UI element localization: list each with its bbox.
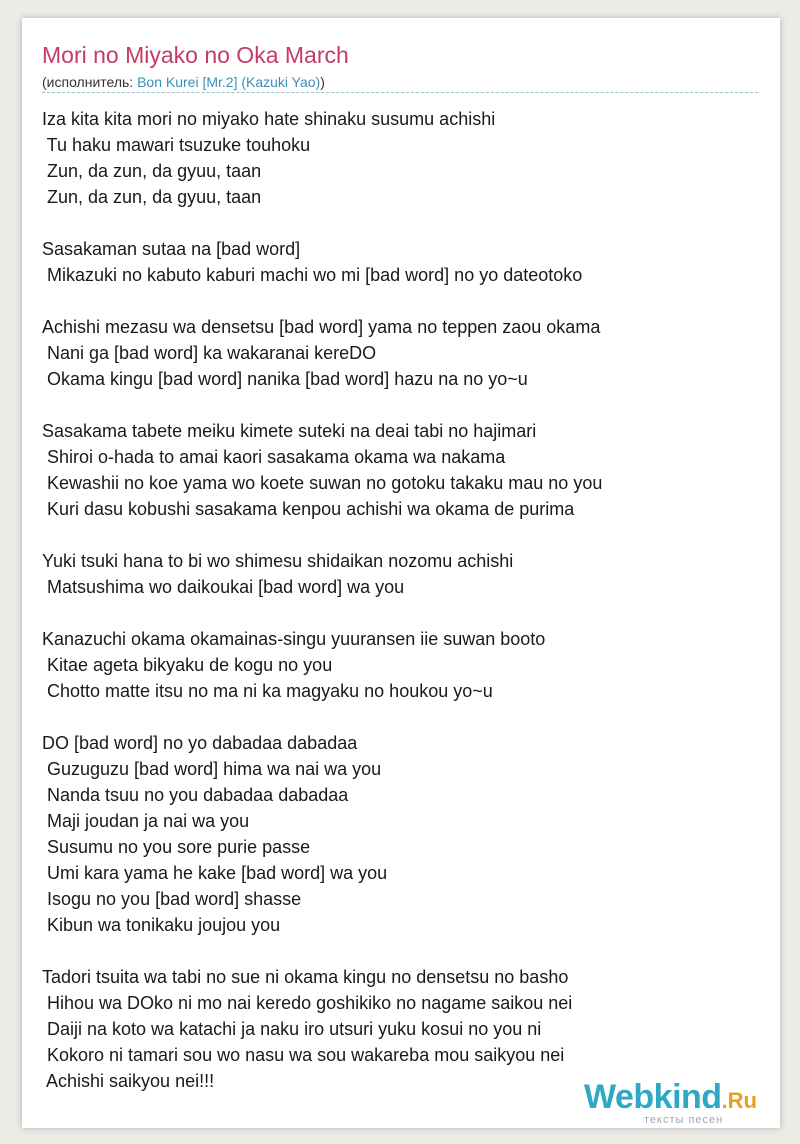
song-title: Mori no Miyako no Oka March bbox=[42, 42, 349, 68]
lyric-line: Okama kingu [bad word] nanika [bad word] hazu na no yo~u bbox=[42, 369, 528, 389]
artist-link[interactable]: Bon Kurei [Mr.2] (Kazuki Yao) bbox=[137, 74, 321, 90]
lyric-line: Iza kita kita mori no miyako hate shinaku susumu achishi bbox=[42, 109, 496, 129]
logo-tagline: тексты песен bbox=[644, 1114, 724, 1126]
lyric-line: Mikazuki no kabuto kaburi machi wo mi [bad word] no yo dateotoko bbox=[42, 265, 583, 285]
lyric-line: Daiji na koto wa katachi ja naku iro utsuri yuku kosui no you ni bbox=[42, 1019, 542, 1039]
lyric-line: Susumu no you sore purie passe bbox=[42, 837, 311, 857]
artist-suffix: ) bbox=[320, 74, 325, 90]
lyric-line: Zun, da zun, da gyuu, taan bbox=[42, 161, 262, 181]
lyric-line: Kokoro ni tamari sou wo nasu wa sou wakareba mou saikyou nei bbox=[42, 1045, 565, 1065]
stanza-gap bbox=[42, 600, 602, 626]
lyric-line: Achishi saikyou nei!!! bbox=[42, 1071, 215, 1091]
stanza-gap bbox=[42, 210, 602, 236]
stanza-gap bbox=[42, 704, 602, 730]
lyric-line: Shiroi o-hada to amai kaori sasakama okama wa nakama bbox=[42, 447, 506, 467]
lyric-line: Sasakama tabete meiku kimete suteki na deai tabi no hajimari bbox=[42, 421, 537, 441]
lyric-line: Guzuguzu [bad word] hima wa nai wa you bbox=[42, 759, 382, 779]
lyric-line: Yuki tsuki hana to bi wo shimesu shidaikan nozomu achishi bbox=[42, 551, 514, 571]
lyric-line: Hihou wa DOko ni mo nai keredo goshikiko no nagame saikou nei bbox=[42, 993, 573, 1013]
site-logo[interactable] bbox=[584, 1078, 774, 1126]
lyric-line: Nanda tsuu no you dabadaa dabadaa bbox=[42, 785, 349, 805]
lyric-line: Kitae ageta bikyaku de kogu no you bbox=[42, 655, 333, 675]
stanza-gap bbox=[42, 288, 602, 314]
lyric-line: Kuri dasu kobushi sasakama kenpou achishi wa okama de purima bbox=[42, 499, 575, 519]
lyric-line: Kewashii no koe yama wo koete suwan no gotoku takaku mau no you bbox=[42, 473, 603, 493]
logo-tld: .Ru bbox=[721, 1088, 757, 1113]
lyric-line: DO [bad word] no yo dabadaa dabadaa bbox=[42, 733, 358, 753]
lyric-line: Umi kara yama he kake [bad word] wa you bbox=[42, 863, 388, 883]
lyric-line: Maji joudan ja nai wa you bbox=[42, 811, 250, 831]
logo-brand: Webkind bbox=[584, 1078, 722, 1116]
lyric-line: Zun, da zun, da gyuu, taan bbox=[42, 187, 262, 207]
lyric-line: Chotto matte itsu no ma ni ka magyaku no houkou yo~u bbox=[42, 681, 493, 701]
stanza-gap bbox=[42, 938, 602, 964]
lyrics-body bbox=[42, 106, 602, 1094]
lyric-line: Tu haku mawari tsuzuke touhoku bbox=[42, 135, 311, 155]
lyric-line: Nani ga [bad word] ka wakaranai kereDO bbox=[42, 343, 377, 363]
lyric-line: Kibun wa tonikaku joujou you bbox=[42, 915, 281, 935]
artist-line bbox=[42, 74, 325, 90]
lyric-line: Achishi mezasu wa densetsu [bad word] yama no teppen zaou okama bbox=[42, 317, 601, 337]
stanza-gap bbox=[42, 392, 602, 418]
lyric-line: Kanazuchi okama okamainas-singu yuuransen iie suwan booto bbox=[42, 629, 546, 649]
lyrics-card bbox=[22, 18, 780, 1128]
divider bbox=[42, 92, 758, 93]
lyric-line: Matsushima wo daikoukai [bad word] wa you bbox=[42, 577, 405, 597]
lyric-line: Isogu no you [bad word] shasse bbox=[42, 889, 302, 909]
lyric-line: Sasakaman sutaa na [bad word] bbox=[42, 239, 301, 259]
stanza-gap bbox=[42, 522, 602, 548]
lyric-line: Tadori tsuita wa tabi no sue ni okama kingu no densetsu no basho bbox=[42, 967, 569, 987]
artist-prefix: (исполнитель: bbox=[42, 74, 138, 90]
